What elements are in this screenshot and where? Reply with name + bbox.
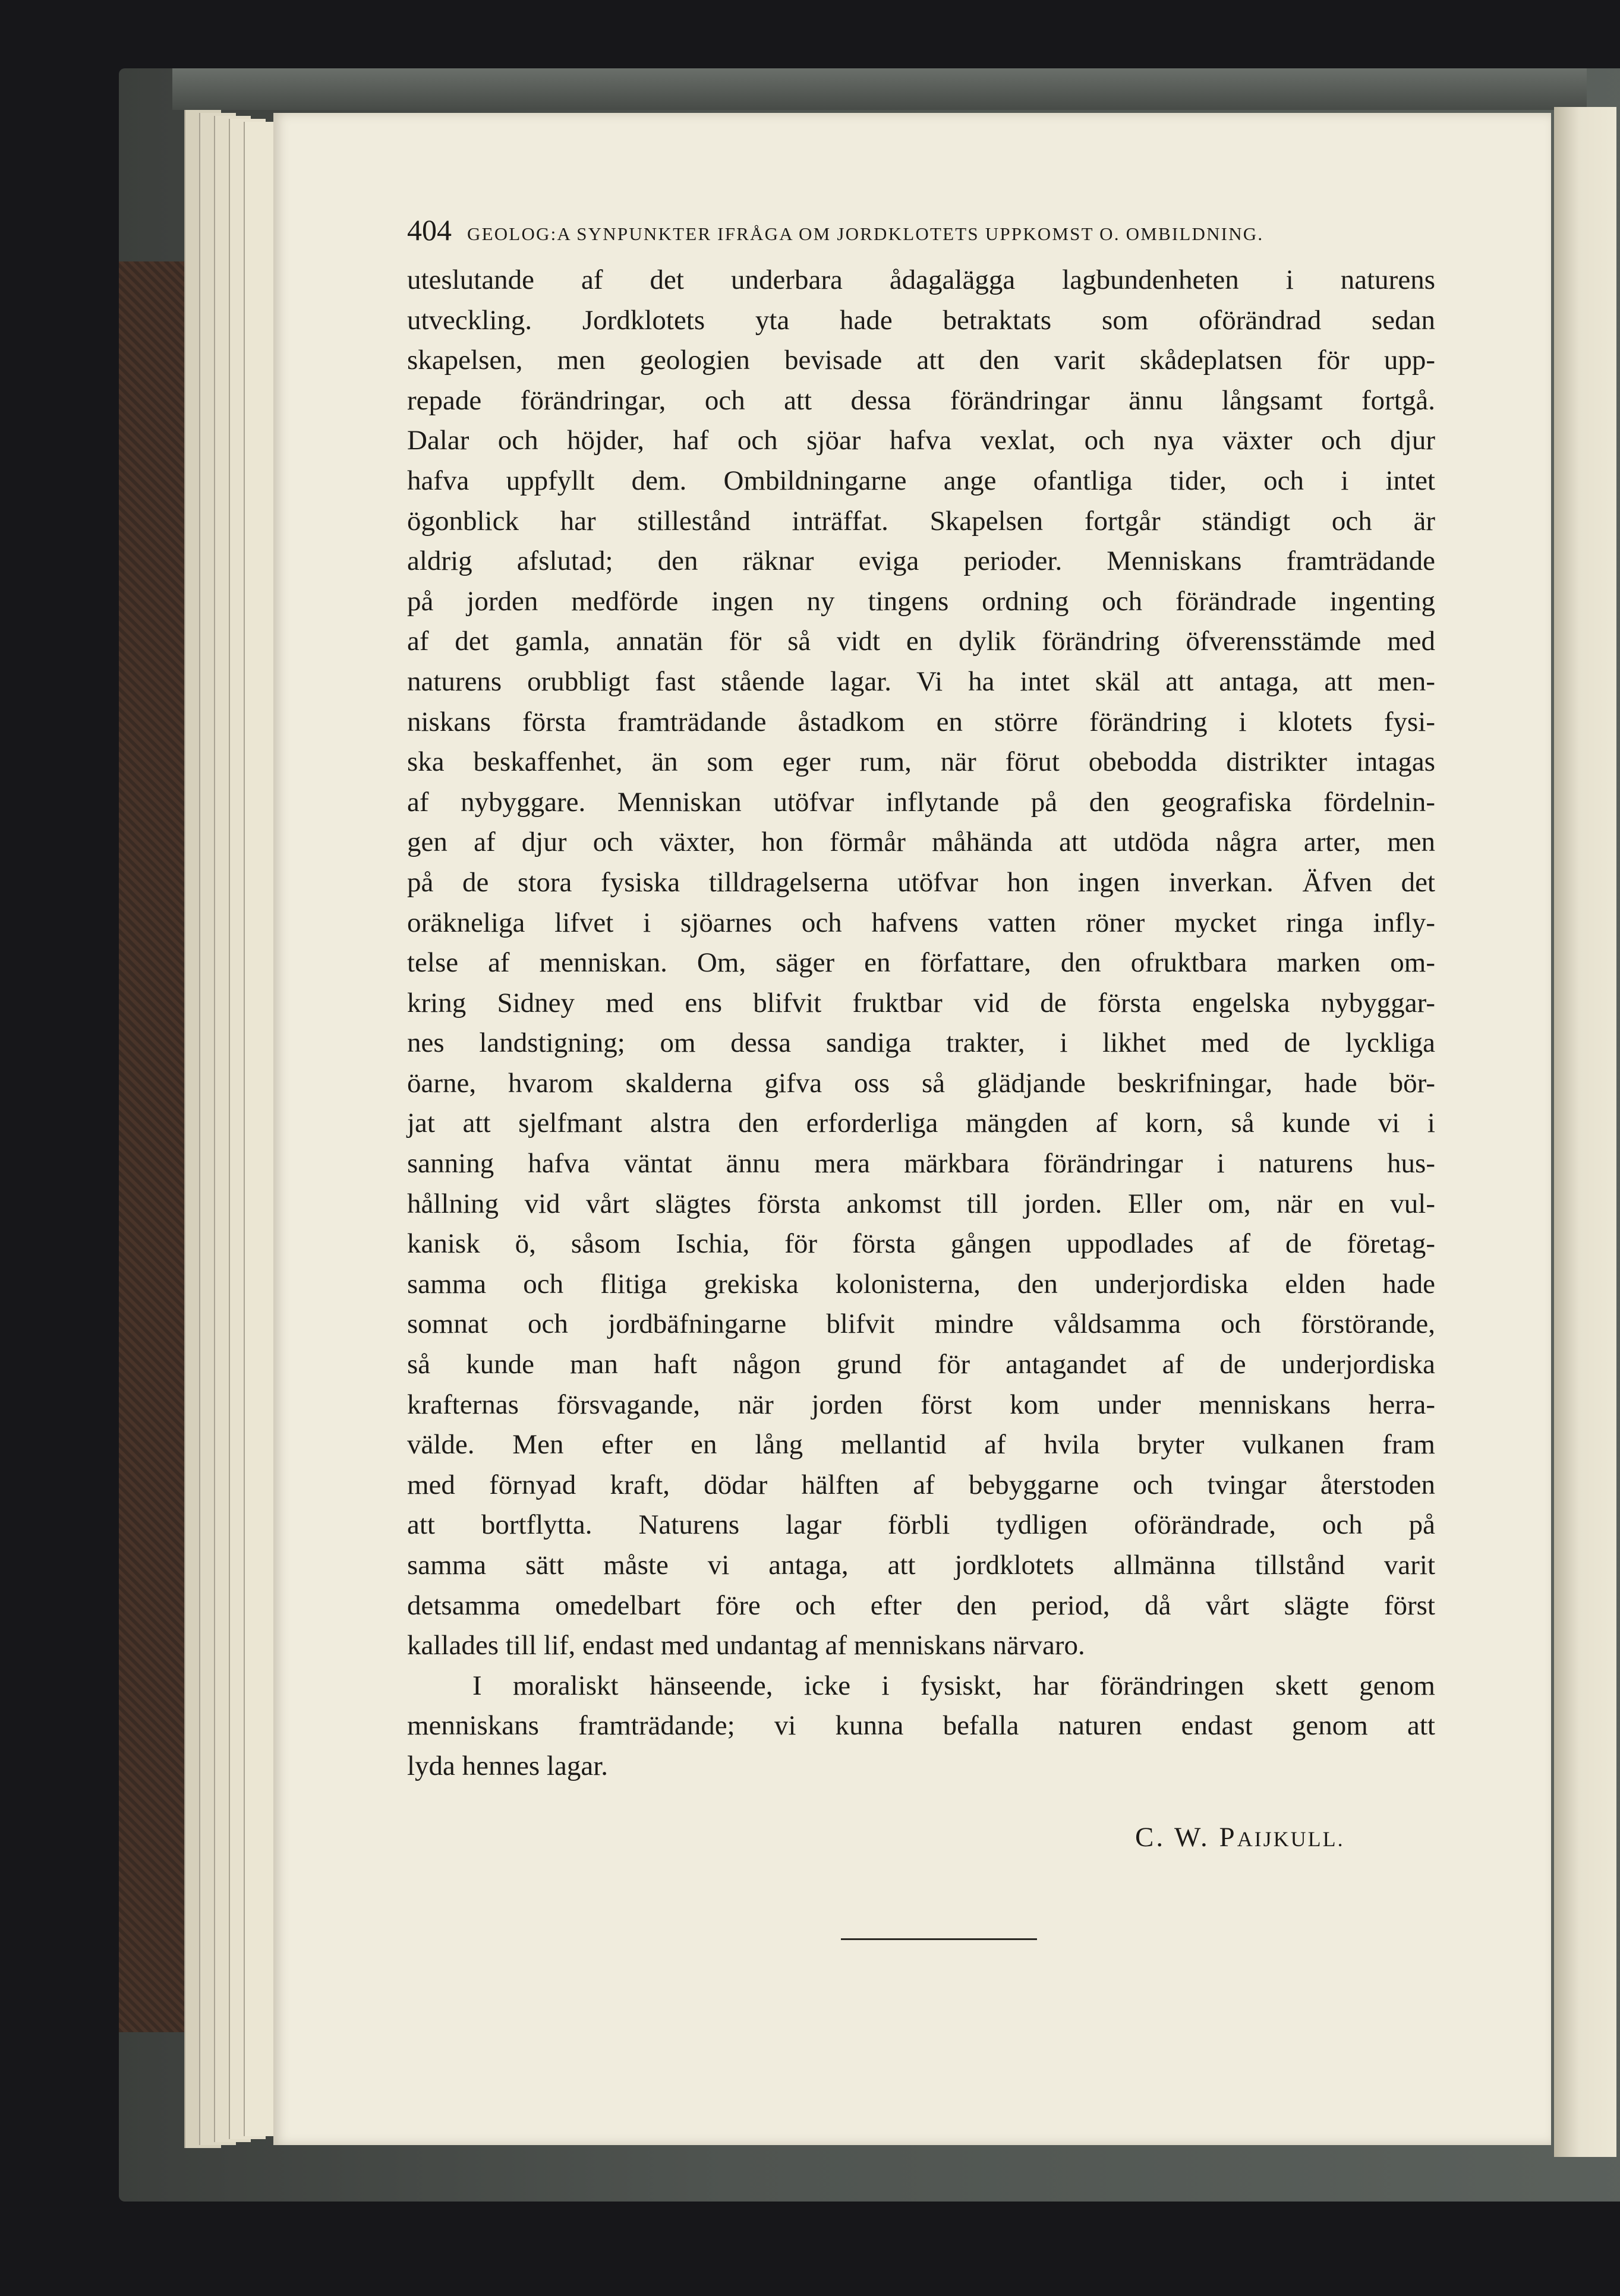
text-line: så kunde man haft någon grund för antagandet af de underjordiska (407, 1349, 1435, 1380)
text-line: ska beskaffenhet, än som eger rum, när förut obebodda distrikter intagas (407, 746, 1435, 778)
text-line: skapelsen, men geologien bevisade att den varit skådeplatsen för upp- (407, 345, 1435, 376)
text-line: uteslutande af det underbara ådagalägga lagbundenheten i naturens (407, 264, 1435, 295)
page-header (407, 213, 1429, 247)
text-line: på de stora fysiska tilldragelserna utöfvar hon ingen inverkan. Äfven det (407, 866, 1435, 898)
text-line: repade förändringar, och att dessa förändringar ännu långsamt fortgå. (407, 384, 1435, 416)
text-line: kring Sidney med ens blifvit fruktbar vid de första engelska nybyggar- (407, 987, 1435, 1018)
signature-surname: AIJKULL. (1237, 1827, 1345, 1851)
text-line: nes landstigning; om dessa sandiga trakter, i likhet med de lyckliga (407, 1027, 1435, 1059)
text-line: öarne, hvarom skalderna gifva oss så glädjande beskrifningar, hade bör- (407, 1067, 1435, 1099)
text-line: oräkneliga lifvet i sjöarnes och hafvens vatten röner mycket ringa infly- (407, 907, 1435, 938)
text-line: naturens orubbligt fast stående lagar. Vi ha intet skäl att antaga, att men- (407, 666, 1435, 697)
body-text (407, 260, 1435, 1787)
page-number: 404 (407, 213, 452, 247)
book-page (273, 113, 1551, 2145)
closing-rule (841, 1938, 1037, 1940)
text-line: af det gamla, annatän för så vidt en dylik förändring öfverensstämde med (407, 626, 1435, 657)
text-line: telse af menniskan. Om, säger en författare, den ofruktbara marken om- (407, 947, 1435, 979)
text-line: jat att sjelfmant alstra den erforderliga mängden af korn, så kunde vi i (407, 1108, 1435, 1139)
text-line: I moraliskt hänseende, icke i fysiskt, har förändringen skett genom (472, 1670, 1435, 1701)
text-line: samma sätt måste vi antaga, att jordklotets allmänna tillstånd varit (407, 1550, 1435, 1581)
running-head: GEOLOG:A SYNPUNKTER IFRÅGA OM JORDKLOTETS UPPKOMST O. OMBILDNING. (467, 223, 1264, 244)
text-line: niskans första framträdande åstadkom en större förändring i klotets fysi- (407, 706, 1435, 737)
text-line: med förnyad kraft, dödar hälften af bebyggarne och tvingar återstoden (407, 1469, 1435, 1500)
text-line: hållning vid vårt slägtes första ankomst till jorden. Eller om, när en vul- (407, 1188, 1435, 1219)
text-line: Dalar och höjder, haf och sjöar hafva vexlat, och nya växter och djur (407, 425, 1435, 456)
text-line: gen af djur och växter, hon förmår måhända att utdöda några arter, men (407, 827, 1435, 858)
text-line: kanisk ö, såsom Ischia, för första gången uppodlades af de företag- (407, 1228, 1435, 1260)
text-line: sanning hafva väntat ännu mera märkbara förändringar i naturens hus- (407, 1148, 1435, 1179)
text-line: aldrig afslutad; den räknar eviga perioder. Menniskans framträdande (407, 545, 1435, 577)
text-line: somnat och jordbäfningarne blifvit mindre våldsamma och förstörande, (407, 1308, 1435, 1340)
text-line: samma och flitiga grekiska kolonisterna, den underjordiska elden hade (407, 1268, 1435, 1300)
text-line: hafva uppfyllt dem. Ombildningarne ange ofantliga tider, och i intet (407, 465, 1435, 496)
author-signature (1135, 1821, 1345, 1853)
text-line: ögonblick har stillestånd inträffat. Skapelsen fortgår ständigt och är (407, 505, 1435, 537)
text-line: att bortflytta. Naturens lagar förbli tydligen oförändrade, och på (407, 1509, 1435, 1541)
text-line: utveckling. Jordklotets yta hade betraktats som oförändrad sedan (407, 304, 1435, 336)
text-line: välde. Men efter en lång mellantid af hvila bryter vulkanen fram (407, 1429, 1435, 1461)
text-line: lyda hennes lagar. (407, 1750, 609, 1781)
text-line: krafternas försvagande, när jorden först kom under menniskans herra- (407, 1389, 1435, 1420)
text-line: kallades till lif, endast med undantag af menniskans närvaro. (407, 1630, 1085, 1661)
text-line: detsamma omedelbart före och efter den period, då vårt slägte först (407, 1589, 1435, 1621)
text-line: på jorden medförde ingen ny tingens ordning och förändrade ingenting (407, 585, 1435, 617)
text-line: menniskans framträdande; vi kunna befalla naturen endast genom att (407, 1710, 1435, 1742)
text-line: af nybyggare. Menniskan utöfvar inflytande på den geografiska fördelnin- (407, 786, 1435, 818)
book-cover-top-edge (172, 68, 1587, 110)
signature-initials: C. W. P (1135, 1822, 1237, 1853)
facing-page-edge (1554, 107, 1616, 2157)
